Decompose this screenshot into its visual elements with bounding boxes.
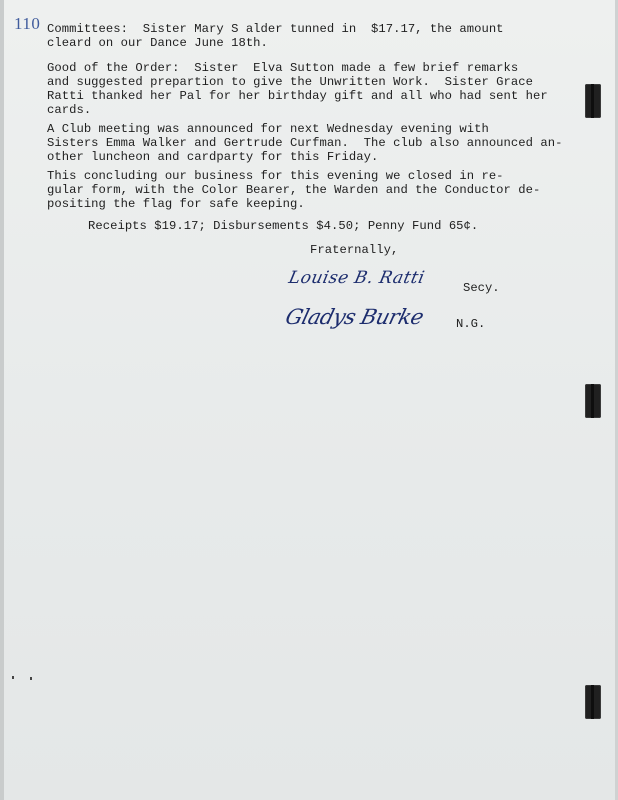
binder-ring-top xyxy=(585,84,601,118)
text-line-committees: Committees: Sister Mary S alder tunned in $17.17, the amount xyxy=(47,22,504,36)
text-line: Sisters Emma Walker and Gertrude Curfman. The club also announced an- xyxy=(47,136,563,150)
receipts-line: Receipts $19.17; Disbursements $4.50; Penny Fund 65¢. xyxy=(88,219,479,233)
binder-ring-middle xyxy=(585,384,601,418)
ng-title: N.G. xyxy=(456,317,486,331)
closing-salutation: Fraternally, xyxy=(310,243,399,257)
text-line: Ratti thanked her Pal for her birthday gift and all who had sent her xyxy=(47,89,548,103)
text-line-good-of-order: Good of the Order: Sister Elva Sutton made a few brief remarks xyxy=(47,61,519,75)
binder-ring-bottom xyxy=(585,685,601,719)
text-line-club-meeting: A Club meeting was announced for next Wednesday evening with xyxy=(47,122,489,136)
page-left-edge xyxy=(0,0,4,800)
paper-speck xyxy=(12,676,14,679)
text-line: cards. xyxy=(47,103,92,117)
text-line: other luncheon and cardparty for this Friday. xyxy=(47,150,379,164)
text-line: gular form, with the Color Bearer, the Warden and the Conductor de- xyxy=(47,183,541,197)
text-line: cleard on our Dance June 18th. xyxy=(47,36,268,50)
text-line-closing: This concluding our business for this evening we closed in re- xyxy=(47,169,504,183)
page-number: 110 xyxy=(14,14,41,33)
secretary-title: Secy. xyxy=(463,281,500,295)
text-line: positing the flag for safe keeping. xyxy=(47,197,305,211)
ng-signature: Gladys Burke xyxy=(283,305,426,329)
text-line: and suggested prepartion to give the Unwritten Work. Sister Grace xyxy=(47,75,534,89)
paper-speck xyxy=(30,677,32,680)
secretary-signature: Louise B. Ratti xyxy=(286,268,427,288)
